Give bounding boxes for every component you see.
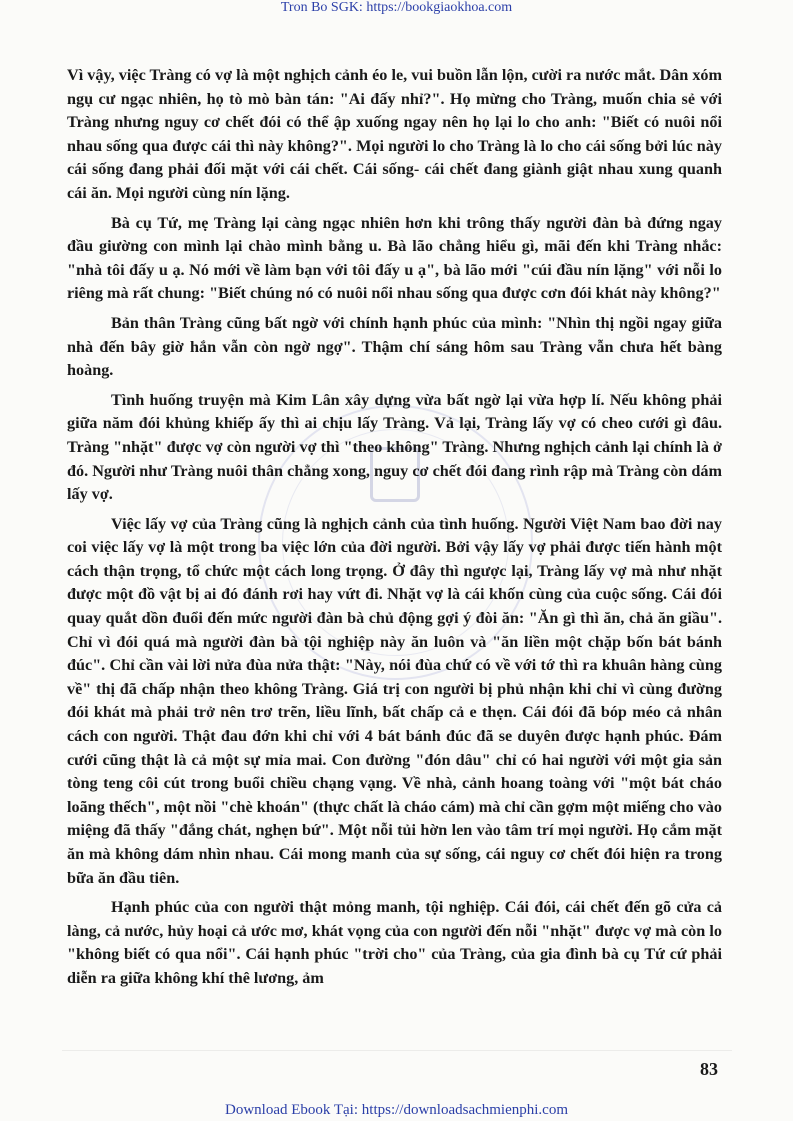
paragraph-1: Vì vậy, việc Tràng có vợ là một nghịch cảnh éo le, vui buồn lẫn lộn, cười ra nước mắt. Dân xóm ngụ cư ngạc nhiên, họ tò mò bàn tán: "Ai đấy nhỉ?". Họ mừng cho Tràng, muốn chia sẻ với Tràng nhưng nguy cơ chết đói có thể ập xuống ngay nên họ lại lo cho anh: "Biết có nuôi nổi nhau sống qua được cái thì này không?". Mọi người lo cho Tràng là lo cho cái sống bởi lúc này cái sống đang phải đối mặt với cái chết. Cái sống- cái chết đang giành giật nhau xung quanh cái ăn. Mọi người cùng nín lặng. <box>67 66 722 202</box>
paragraph-2: Bà cụ Tứ, mẹ Tràng lại càng ngạc nhiên hơn khi trông thấy người đàn bà đứng ngay đầu giường con mình lại chào mình bằng u. Bà lão chẳng hiểu gì, mãi đến khi Tràng nhắc: "nhà tôi đấy u ạ. Nó mới về làm bạn với tôi đấy u ạ", bà lão mới "cúi đầu nín lặng" với nỗi lo riêng mà rất chung: "Biết chúng nó có nuôi nổi nhau sống qua được cơn đói khát này không?" <box>67 213 722 303</box>
paragraph-6: Hạnh phúc của con người thật mỏng manh, tội nghiệp. Cái đói, cái chết đến gõ cửa cả làng, cả nước, hủy hoại cả ước mơ, khát vọng của con người đến nỗi "nhặt" được vợ mà còn lo "không biết có qua nổi". Cái hạnh phúc "trời cho" của Tràng, của gia đình bà cụ Tứ cứ phải diễn ra giữa không khí thê lương, ảm <box>67 898 722 987</box>
footer-divider <box>62 1050 732 1051</box>
header-link[interactable]: Tron Bo SGK: https://bookgiaokhoa.com <box>280 0 513 15</box>
paragraph-5: Việc lấy vợ của Tràng cũng là nghịch cảnh của tình huống. Người Việt Nam bao đời nay coi việc lấy vợ là một trong ba việc lớn của đời người. Bởi vậy lấy vợ phải được tiến hành một cách thận trọng, tổ chức một cách long trọng. Ở đây thì ngược lại, Tràng lấy vợ mà như nhặt được một đồ vật bị ai đó đánh rơi hay vứt đi. Nhặt vợ là cái khốn cùng của cuộc sống. Cái đói quay quắt dồn đuổi đến mức người đàn bà chủ động gợi ý đòi ăn: "Ăn gì thì ăn, chả ăn giầu". Chỉ vì đói quá mà người đàn bà tội nghiệp này ăn luôn và "ăn liền một chặp bốn bát bánh đúc". Chỉ cần vài lời nửa đùa nửa thật: "Này, nói đùa chứ có về với tớ thì ra khuân hàng cùng về" thị đã chấp nhận theo không Tràng. Giá trị con người bị phủ nhận khi chỉ vì cùng đường đói khát mà phải trở nên trơ trẽn, liều lĩnh, bất chấp cả e thẹn. Cái đói đã bóp méo cả nhân cách con người. Thật đau đớn khi chỉ với 4 bát bánh đúc đã se duyên được hạnh phúc. Đám cưới cũng thật là cả một sự mỉa mai. Con đường "đón dâu" chỉ có hai người với một gia sản tòng teng côi cút trong buổi chiều chạng vạng. Về nhà, cảnh hoang toàng với "một bát cháo loãng thếch", một nồi "chè khoán" (thực chất là cháo cám) mà chỉ cần gợm một miếng cho vào miệng đã thấy "đắng chát, nghẹn bứ". Một nỗi tủi hờn len vào tâm trí mọi người. Họ cắm mặt ăn mà không dám nhìn nhau. Cái mong manh của sự sống, cái nguy cơ chết đói hiện ra trong bữa ăn đầu tiên. <box>67 514 722 887</box>
page-number: 83 <box>700 1059 718 1079</box>
paragraph-4: Tình huống truyện mà Kim Lân xây dựng vừa bất ngờ lại vừa hợp lí. Nếu không phải giữa năm đói khủng khiếp ấy thì ai chịu lấy Tràng. Vả lại, Tràng lấy vợ có cheo cưới gì đâu. Tràng "nhặt" được vợ còn người vợ thì "theo không" Tràng. Nhưng nghịch cảnh lại chính là ở đó. Người như Tràng nuôi thân chẳng xong, nguy cơ chết đói đang rình rập mà Tràng còn dám lấy vợ. <box>67 390 722 504</box>
body-text <box>67 64 722 997</box>
footer-link[interactable]: Download Ebook Tại: https://downloadsachmienphi.com <box>224 1102 568 1118</box>
paragraph-3: Bản thân Tràng cũng bất ngờ với chính hạnh phúc của mình: "Nhìn thị ngồi ngay giữa nhà đến bây giờ hắn vẫn còn ngờ ngợ". Thậm chí sáng hôm sau Tràng vẫn chưa hết bàng hoàng. <box>67 313 722 380</box>
